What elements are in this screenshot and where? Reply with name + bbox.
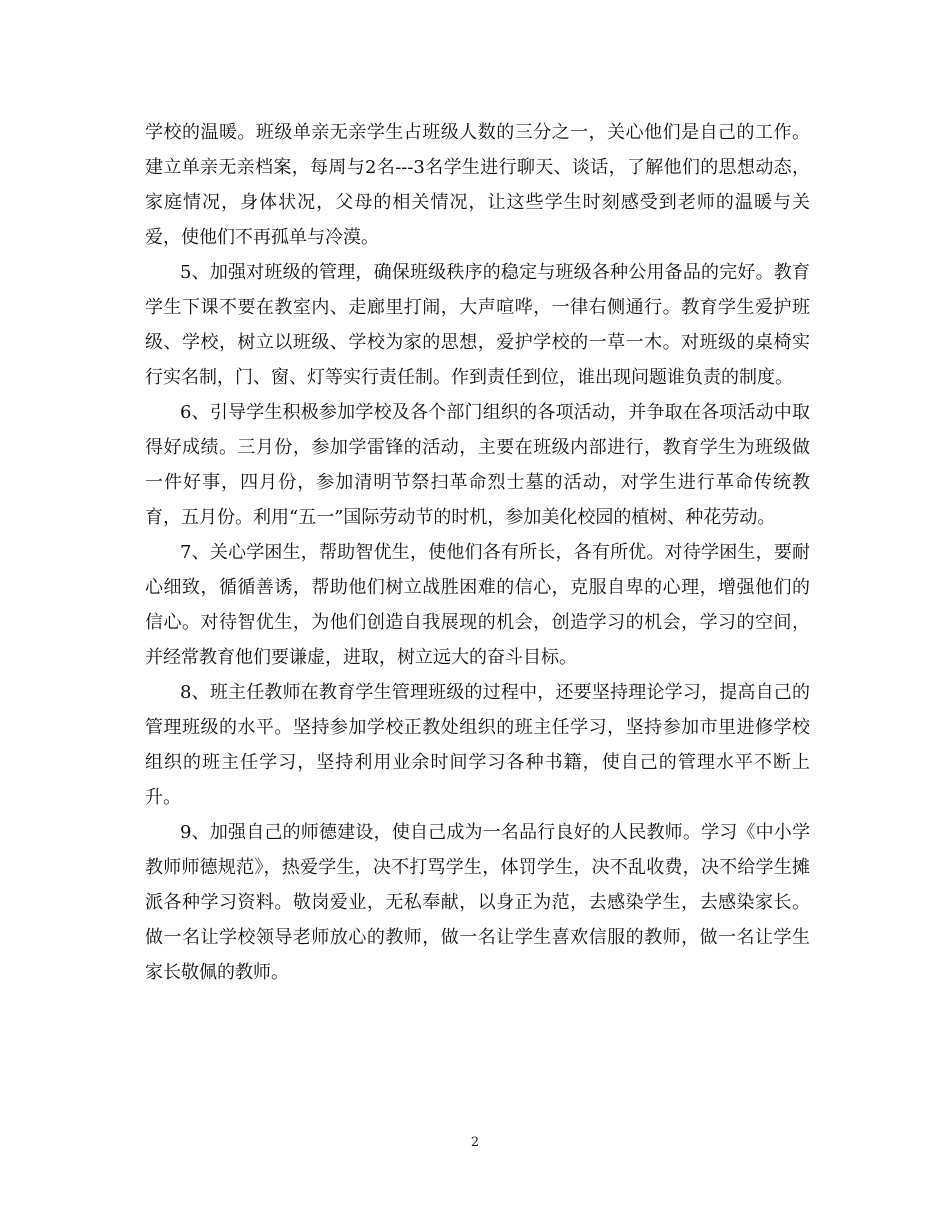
paragraph-item-6: 6、引导学生积极参加学校及各个部门组织的各项活动，并争取在各项活动中取得好成绩。三月份，参加学雷锋的活动，主要在班级内部进行，教育学生为班级做一件好事，四月份，参加清明节祭扫革命烈士墓的活动，对学生进行革命传统教育，五月份。利用“五一”国际劳动节的时机，参加美化校园的植树、种花劳动。 [145,402,810,528]
page-number: 2 [470,1135,480,1150]
paragraph-item-9: 9、加强自己的师德建设，使自己成为一名品行良好的人民教师。学习《中小学教师师德规范》，热爱学生，决不打骂学生，体罚学生，决不乱收费，决不给学生摊派各种学习资料。敬岗爱业，无私奉献，以身正为范，去感染学生，去感染家长。做一名让学校领导老师放心的教师，做一名让学生喜欢信服的教师，做一名让学生家长敬佩的教师。 [145,822,810,983]
document-body [145,115,810,990]
paragraph-item-5: 5、加强对班级的管理，确保班级秩序的稳定与班级各种公用备品的完好。教育学生下课不要在教室内、走廊里打闹，大声喧哗，一律右侧通行。教育学生爱护班级、学校，树立以班级、学校为家的思想，爱护学校的一草一木。对班级的桌椅实行实名制，门、窗、灯等实行责任制。作到责任到位，谁出现问题谁负责的制度。 [145,262,810,388]
paragraph-1: 学校的温暖。班级单亲无亲学生占班级人数的三分之一，关心他们是自己的工作。建立单亲无亲档案，每周与2名---3名学生进行聊天、谈话，了解他们的思想动态，家庭情况，身体状况，父母的相关情况，让这些学生时刻感受到老师的温暖与关爱，使他们不再孤单与冷漠。 [145,122,810,248]
paragraph-item-8: 8、班主任教师在教育学生管理班级的过程中，还要坚持理论学习，提高自己的管理班级的水平。坚持参加学校正教处组织的班主任学习，坚持参加市里进修学校组织的班主任学习，坚持利用业余时间学习各种书籍，使自己的管理水平不断上升。 [145,682,810,808]
paragraph-item-7: 7、关心学困生，帮助智优生，使他们各有所长，各有所优。对待学困生，要耐心细致，循循善诱，帮助他们树立战胜困难的信心，克服自卑的心理，增强他们的信心。对待智优生，为他们创造自我展现的机会，创造学习的机会，学习的空间，并经常教育他们要谦虚，进取，树立远大的奋斗目标。 [145,542,810,668]
